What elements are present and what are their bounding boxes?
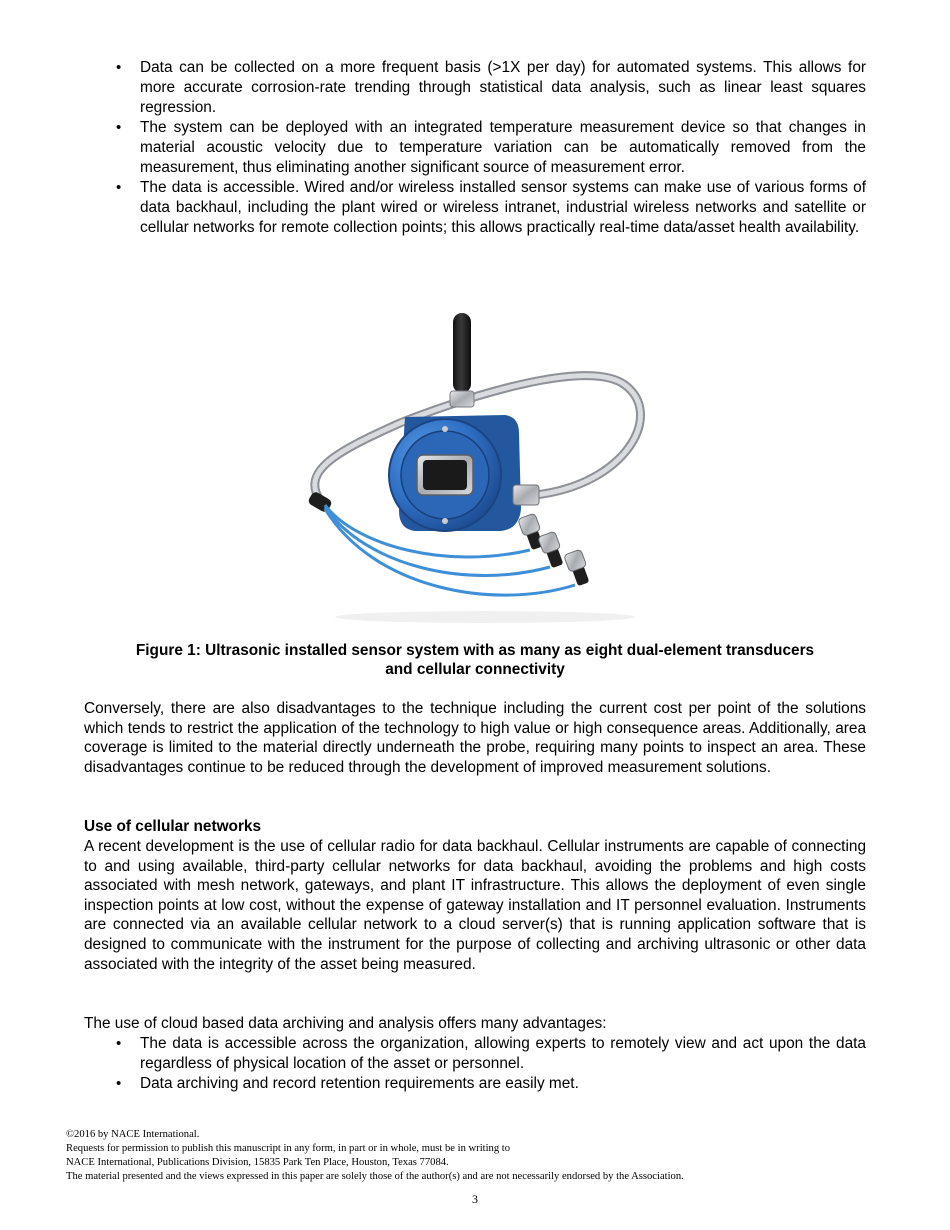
bullet-icon: • <box>116 119 122 136</box>
sensor-system-figure <box>295 305 665 627</box>
bullet-icon: • <box>116 1075 122 1092</box>
page-number: 3 <box>472 1192 478 1206</box>
list-item <box>110 1074 866 1094</box>
footer-line: NACE International, Publications Division, 15835 Park Ten Place, Houston, Texas 77084. <box>66 1157 449 1168</box>
cable-gland <box>513 485 539 505</box>
list-item <box>110 1034 866 1074</box>
cloud-advantages-list <box>110 1034 866 1094</box>
disadvantages-paragraph: Conversely, there are also disadvantages to the technique including the current cost per point of the solutions which tends to restrict the application of the technology to high value or high consequence areas. Additionally, area coverage is limited to the material directly underneath the probe, requiring many points to inspect an area. These disadvantages continue to be reduced through the development of improved measurement solutions. <box>84 700 866 776</box>
list-item-text: Data can be collected on a more frequent basis (>1X per day) for automated systems. This allows for more accurate corrosion-rate trending through statistical data analysis, such as linear least squares regression. <box>140 59 866 116</box>
list-item-text: The system can be deployed with an integrated temperature measurement device so that changes in material acoustic velocity due to temperature variation can be automatically removed from the measurement, thus eliminating another significant source of measurement error. <box>140 119 866 176</box>
transducer-probe <box>538 531 567 569</box>
caption-line: Figure 1: Ultrasonic installed sensor system with as many as eight dual-element transducers <box>135 642 815 659</box>
cellular-paragraph: A recent development is the use of cellular radio for data backhaul. Cellular instruments are capable of connecting to and using available, third-party cellular networks for data backhaul, avoiding the problems and high costs associated with mesh network, gateways, and plant IT infrastructure. This allows the deployment of even single inspection points at low cost, without the expense of gateway installation and IT personnel evaluation. Instruments are connected via an available cellular network to a cloud server(s) that is running application software that is designed to communicate with the instrument for the purpose of collecting and archiving ultrasonic or other data associated with the integrity of the asset being measured. <box>84 838 866 973</box>
cloud-intro-paragraph: The use of cloud based data archiving and analysis offers many advantages: <box>84 1015 607 1032</box>
section-heading: Use of cellular networks <box>84 818 262 835</box>
bullet-icon: • <box>116 59 122 76</box>
list-item <box>110 118 866 178</box>
list-item <box>110 178 866 238</box>
copyright-footer <box>66 1128 886 1184</box>
list-item <box>110 58 866 118</box>
list-item-text: The data is accessible. Wired and/or wireless installed sensor systems can make use of various forms of data backhaul, including the plant wired or wireless intranet, industrial wireless networks and satellite or cellular networks for remote collection points; this allows practically real-time data/asset health availability. <box>140 179 866 236</box>
transducer-probe <box>564 549 593 587</box>
footer-line: The material presented and the views expressed in this paper are solely those of the author(s) and are not necessarily endorsed by the Association. <box>66 1171 684 1182</box>
antenna <box>453 313 471 393</box>
list-item-text: Data archiving and record retention requirements are easily met. <box>140 1075 579 1092</box>
advantages-bullet-list <box>110 58 866 238</box>
bullet-icon: • <box>116 179 122 196</box>
list-item-text: The data is accessible across the organization, allowing experts to remotely view and act upon the data regardless of physical location of the asset or personnel. <box>140 1035 866 1072</box>
footer-line: Requests for permission to publish this manuscript in any form, in part or in whole, must be in writing to <box>66 1143 511 1154</box>
caption-line: and cellular connectivity <box>385 661 565 678</box>
bullet-icon: • <box>116 1035 122 1052</box>
figure-caption <box>84 641 866 679</box>
footer-line: ©2016 by NACE International. <box>66 1129 200 1140</box>
